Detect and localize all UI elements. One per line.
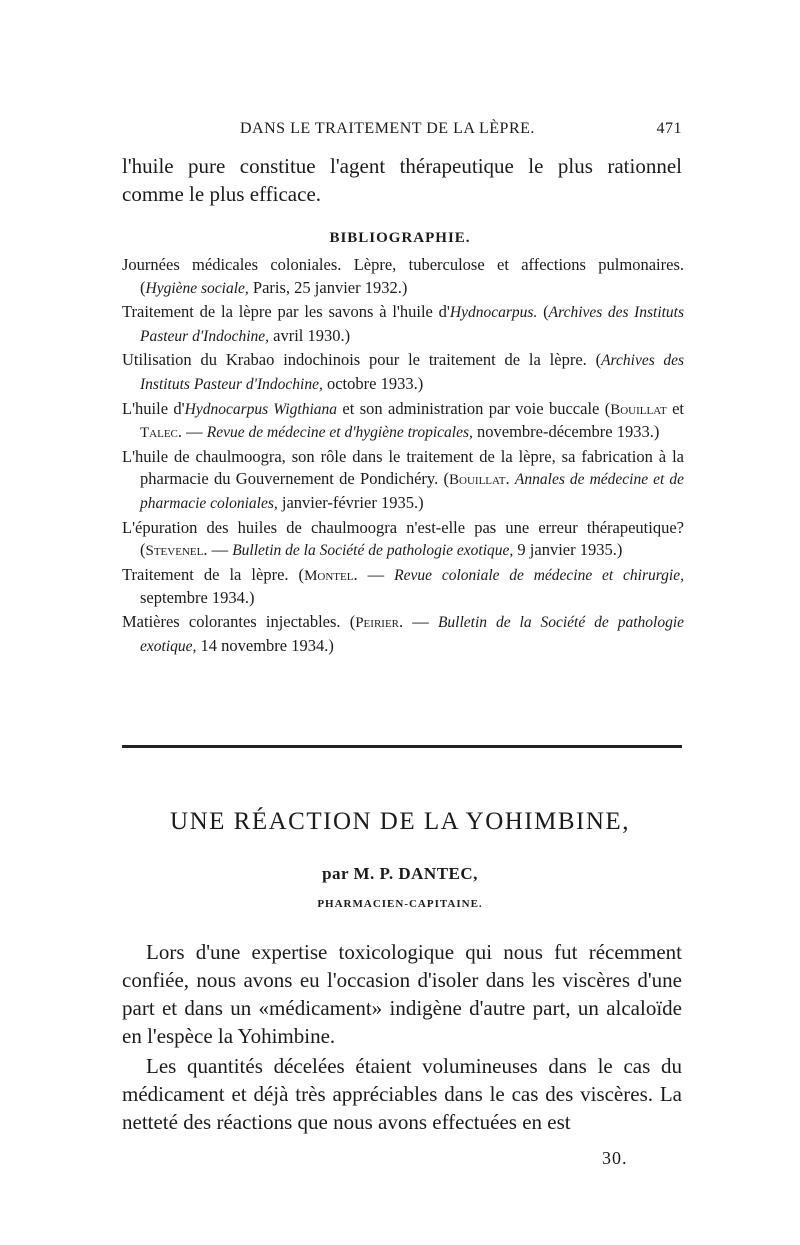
signature-mark: 30. xyxy=(602,1148,628,1168)
article-byline: par M. P. DANTEC, xyxy=(322,864,478,883)
bibliography-list xyxy=(122,254,684,659)
section-divider xyxy=(122,745,682,748)
bibliography-heading: BIBLIOGRAPHIE. xyxy=(329,230,471,246)
bibliography-entry: Traitement de la lèpre par les savons à l'huile d'Hydnocarpus. (Archives des Instituts Pasteur d'Indochine, avril 1930.) xyxy=(122,302,685,345)
body-paragraph: Les quantités décelées étaient volumineuses dans le cas du médicament et déjà très appréciables dans le cas des viscères. La netteté des réactions que nous avons effectuées en est xyxy=(122,1054,682,1134)
bibliography-entry: Matières colorantes injectables. (Peirier. — Bulletin de la Société de pathologie exotique, 14 novembre 1934.) xyxy=(122,611,685,655)
author-role: PHARMACIEN-CAPITAINE. xyxy=(317,898,483,910)
bibliography-entry: Traitement de la lèpre. (Montel. — Revue coloniale de médecine et chirurgie, septembre 1934.) xyxy=(122,564,684,608)
article-title: UNE RÉACTION DE LA YOHIMBINE, xyxy=(170,808,630,835)
bibliography-entry: L'épuration des huiles de chaulmoogra n'est-elle pas une erreur thérapeutique? (Stevenel. — Bulletin de la Société de pathologie exotique, 9 janvier 1935.) xyxy=(122,517,684,560)
bibliography-entry: Journées médicales coloniales. Lèpre, tuberculose et affections pulmonaires. (Hygiène sociale, Paris, 25 janvier 1932.) xyxy=(122,255,684,297)
bibliography-entry: Utilisation du Krabao indochinois pour le traitement de la lèpre. (Archives des Instituts Pasteur d'Indochine, octobre 1933.) xyxy=(122,350,684,393)
bibliography-entry: L'huile d'Hydnocarpus Wigthiana et son administration par voie buccale (Bouillat et Talec. — Revue de médecine et d'hygiène tropicales, novembre-décembre 1933.) xyxy=(122,398,684,442)
page-number: 471 xyxy=(656,120,682,137)
running-title: DANS LE TRAITEMENT DE LA LÈPRE. xyxy=(240,120,535,137)
intro-paragraph: l'huile pure constitue l'agent thérapeutique le plus rationnel comme le plus efficace. xyxy=(122,154,682,206)
bibliography-entry: L'huile de chaulmoogra, son rôle dans le traitement de la lèpre, sa fabrication à la pharmacie du Gouvernement de Pondichéry. (Bouillat. Annales de médecine et de pharmacie coloniales, janvier-février 1935.) xyxy=(122,446,685,512)
article-body xyxy=(122,938,682,1138)
body-paragraph: Lors d'une expertise toxicologique qui nous fut récemment confiée, nous avons eu l'occasion d'isoler dans les viscères d'une part et dans un «médicament» indigène d'autre part, un alcaloïde en l'espèce la Yohimbine. xyxy=(122,940,682,1048)
